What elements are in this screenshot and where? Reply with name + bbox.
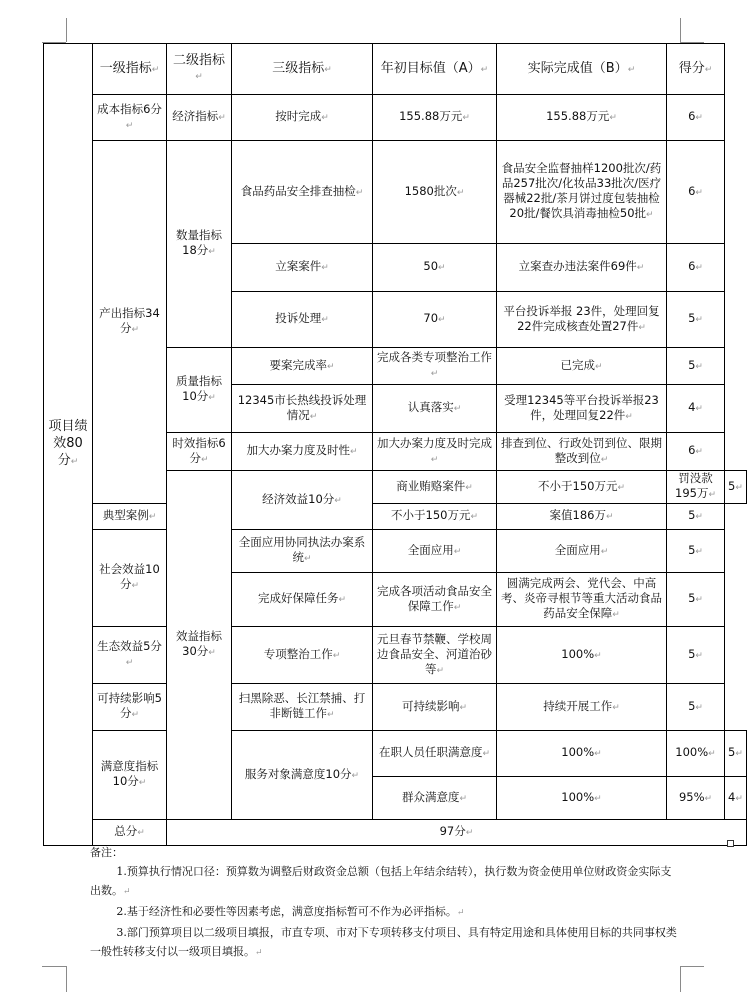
level3-cell: 完成好保障任务↵: [232, 573, 373, 627]
level2-cell: 可持续影响5分↵: [93, 684, 167, 731]
header-target: 年初目标值（A）↵: [373, 44, 497, 95]
actual-cell: 圆满完成两会、党代会、中高考、炎帝寻根节等重大活动食品药品安全保障↵: [497, 573, 667, 627]
crop-mark: [66, 966, 67, 992]
level3-cell: 典型案例↵: [93, 504, 167, 530]
level3-cell: 商业贿赂案件↵: [373, 471, 497, 504]
score-cell: 4↵: [667, 385, 725, 433]
actual-cell: 立案查办违法案件69件↵: [497, 244, 667, 292]
score-cell: 5↵: [725, 731, 747, 777]
crop-mark: [680, 966, 704, 967]
notes-section: [90, 843, 680, 963]
level3-cell: 在职人员任职满意度↵: [373, 731, 497, 777]
total-value: 97分↵: [167, 820, 747, 846]
header-level2: 二级指标↵: [167, 44, 232, 95]
score-cell: 5↵: [667, 504, 725, 530]
target-cell: 不小于150万元↵: [497, 471, 667, 504]
note-item: 1.预算执行情况口径：预算数为调整后财政资金总额（包括上年结余结转），执行数为资金使用单位财政资金实际支出数。↵: [90, 865, 672, 897]
target-cell: 1580批次↵: [373, 141, 497, 244]
score-cell: 5↵: [667, 627, 725, 684]
total-row: [44, 820, 747, 846]
actual-cell: 排查到位、行政处罚到位、限期整改到位↵: [497, 433, 667, 471]
actual-cell: 罚没款195万↵: [667, 471, 725, 504]
actual-cell: 100%↵: [667, 731, 725, 777]
score-cell: 5↵: [667, 573, 725, 627]
crop-mark: [680, 966, 681, 992]
project-performance-cell: 项目绩效80分↵: [44, 44, 93, 846]
target-cell: 全面应用↵: [373, 530, 497, 573]
level1-cell: 成本指标6分↵: [93, 95, 167, 141]
target-cell: 元旦春节禁鞭、学校周边食品安全、河道治砂等↵: [373, 627, 497, 684]
actual-cell: 食品安全监督抽样1200批次/药品257批次/化妆品33批次/医疗器械22批/茶月饼过度包装抽检20批/餐饮具消毒抽检50批↵: [497, 141, 667, 244]
score-cell: 4↵: [725, 777, 747, 820]
actual-cell: 已完成↵: [497, 348, 667, 385]
level2-cell: 经济指标↵: [167, 95, 232, 141]
table-row: [44, 141, 747, 244]
performance-table: [43, 43, 747, 846]
target-cell: 加大办案力度及时完成↵: [373, 433, 497, 471]
actual-cell: 95%↵: [667, 777, 725, 820]
level3-cell: 12345市长热线投诉处理情况↵: [232, 385, 373, 433]
header-score: 得分↵: [667, 44, 725, 95]
table-row: [44, 95, 747, 141]
score-cell: 6↵: [667, 95, 725, 141]
target-cell: 可持续影响↵: [373, 684, 497, 731]
table-resize-handle[interactable]: [727, 840, 734, 847]
table-row: [44, 504, 747, 530]
score-cell: 5↵: [725, 471, 747, 504]
level1-cell: 产出指标34分↵: [93, 141, 167, 504]
target-cell: 100%↵: [497, 777, 667, 820]
target-cell: 完成各类专项整治工作↵: [373, 348, 497, 385]
target-cell: 155.88万元↵: [373, 95, 497, 141]
target-cell: 50↵: [373, 244, 497, 292]
crop-mark: [680, 18, 681, 42]
table-row: [44, 731, 747, 777]
crop-mark: [66, 18, 67, 42]
score-cell: 6↵: [667, 244, 725, 292]
target-cell: 完成各项活动食品安全保障工作↵: [373, 573, 497, 627]
level2-cell: 数量指标18分↵: [167, 141, 232, 348]
actual-cell: 155.88万元↵: [497, 95, 667, 141]
level3-cell: 全面应用协同执法办案系统↵: [232, 530, 373, 573]
target-cell: 不小于150万元↵: [373, 504, 497, 530]
total-label: 总分↵: [93, 820, 167, 846]
score-cell: 5↵: [667, 530, 725, 573]
target-cell: 70↵: [373, 292, 497, 348]
actual-cell: 持续开展工作↵: [497, 684, 667, 731]
level2-cell: 时效指标6分↵: [167, 433, 232, 471]
note-item: 3.部门预算项目以二级项目填报，市直专项、市对下专项转移支付项目、具有特定用途和具体使用目标的共同事权类一般性转移支付以一级项目填报。↵: [90, 926, 677, 958]
score-cell: 6↵: [667, 141, 725, 244]
actual-cell: 平台投诉举报 23件，处理回复22件完成核查处置27件↵: [497, 292, 667, 348]
actual-cell: 受理12345等平台投诉举报23件，处理回复22件↵: [497, 385, 667, 433]
header-level3: 三级指标↵: [232, 44, 373, 95]
table-row: [44, 627, 747, 684]
level1-cell: 满意度指标10分↵: [93, 731, 167, 820]
level3-cell: 立案案件↵: [232, 244, 373, 292]
score-cell: 5↵: [667, 292, 725, 348]
level3-cell: 食品药品安全排查抽检↵: [232, 141, 373, 244]
level2-cell: 服务对象满意度10分↵: [232, 731, 373, 820]
table-row: [44, 530, 747, 573]
level3-cell: 加大办案力度及时性↵: [232, 433, 373, 471]
crop-mark: [42, 966, 66, 967]
table-row: [44, 684, 747, 731]
level2-cell: 社会效益10分↵: [93, 530, 167, 627]
level3-cell: 扫黑除恶、长江禁捕、打非断链工作↵: [232, 684, 373, 731]
level3-cell: 投诉处理↵: [232, 292, 373, 348]
note-item: 2.基于经济性和必要性等因素考虑，满意度指标暂可不作为必评指标。↵: [116, 905, 465, 918]
header-actual: 实际完成值（B）↵: [497, 44, 667, 95]
level1-cell: 效益指标30分↵: [167, 471, 232, 820]
level2-cell: 质量指标10分↵: [167, 348, 232, 433]
score-cell: 5↵: [667, 348, 725, 385]
level2-cell: 经济效益10分↵: [232, 471, 373, 530]
actual-cell: 案值186万↵: [497, 504, 667, 530]
level3-cell: 群众满意度↵: [373, 777, 497, 820]
target-cell: 100%↵: [497, 731, 667, 777]
score-cell: 6↵: [667, 433, 725, 471]
level2-cell: 生态效益5分↵: [93, 627, 167, 684]
actual-cell: 全面应用↵: [497, 530, 667, 573]
level3-cell: 专项整治工作↵: [232, 627, 373, 684]
score-cell: 5↵: [667, 684, 725, 731]
target-cell: 认真落实↵: [373, 385, 497, 433]
level3-cell: 要案完成率↵: [232, 348, 373, 385]
actual-cell: 100%↵: [497, 627, 667, 684]
level3-cell: 按时完成↵: [232, 95, 373, 141]
header-level1: 一级指标↵: [93, 44, 167, 95]
notes-title: 备注：: [90, 846, 123, 859]
